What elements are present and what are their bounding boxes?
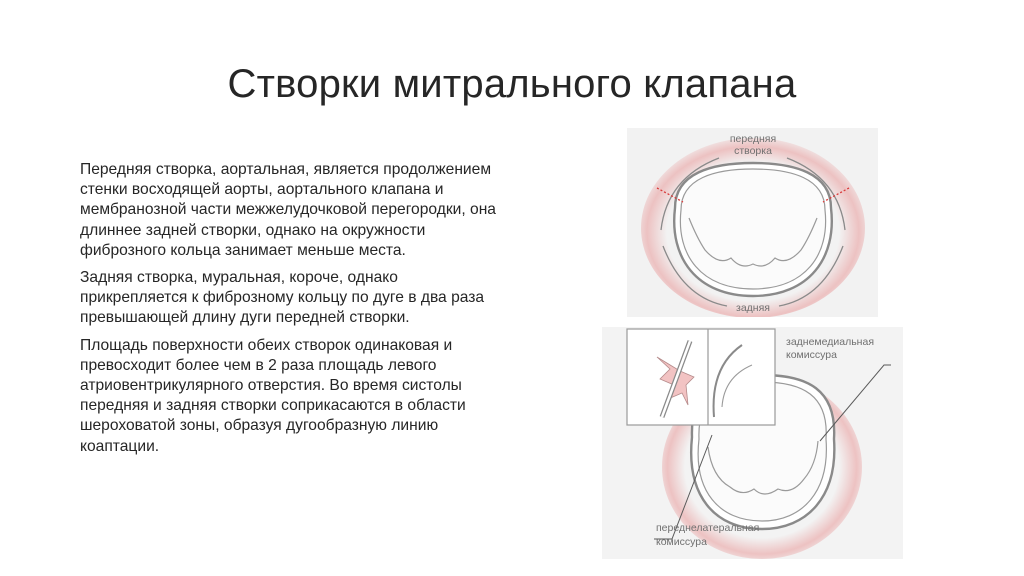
paragraph-coaptation: Площадь поверхности обеих створок одинаковая и превосходит более чем в 2 раза площадь левого атриовентрикулярного отверстия. Во время систолы передняя и задняя створки соприкасаются в области шероховатой зоны, образуя дугообразную линию коаптации. <box>80 336 466 455</box>
label-anterolateral-line2: комиссура <box>656 536 707 548</box>
label-anterior-line2: створка <box>734 145 772 157</box>
label-posteromedial-line2: комиссура <box>786 349 837 361</box>
label-anterior-line1: передняя <box>729 133 777 145</box>
valve-commissures-drawing <box>602 327 903 559</box>
valve-leaflets-drawing <box>627 128 878 317</box>
valve-leaflets-figure <box>627 128 878 317</box>
slide-title: Створки митрального клапана <box>227 62 797 106</box>
label-posteromedial-line1: заднемедиальная <box>786 336 874 348</box>
label-posterior: задняя <box>736 302 770 314</box>
paragraph-anterior-leaflet: Передняя створка, аортальная, является продолжением стенки восходящей аорты, аортального клапана и мембранозной части межжелудочковой перегородки, она длиннее задней створки, однако на окружности фиброзного кольца занимает меньше места. <box>80 161 496 259</box>
inset-panel <box>627 329 775 425</box>
valve-ring-inner <box>680 169 825 289</box>
label-anterolateral-line1: переднелатеральная <box>656 522 760 534</box>
paragraph-posterior-leaflet: Задняя створка, муральная, короче, однако прикрепляется к фиброзному кольцу по дуге в два раза превышающей длину дуги передней створки. <box>80 269 485 327</box>
valve-commissures-figure <box>602 327 903 559</box>
slide-body <box>80 160 500 464</box>
